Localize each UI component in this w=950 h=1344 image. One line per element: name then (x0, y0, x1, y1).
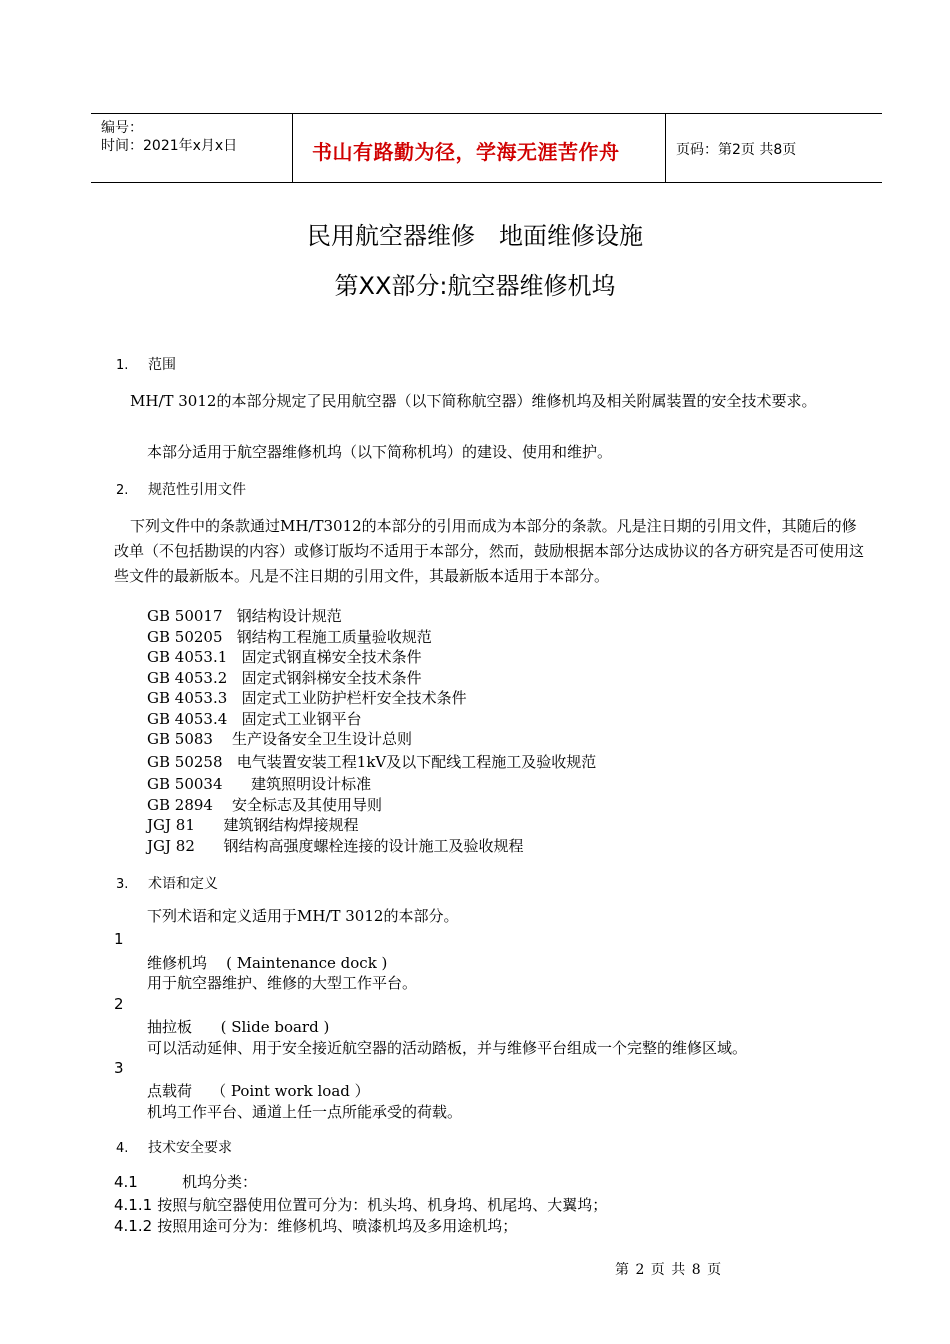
section-2-paragraph: 下列文件中的条款通过MH/T3012的本部分的引用而成为本部分的条款。凡是注日期的引用文件，其随后的修改单（不包括勘误的内容）或修订版均不适用于本部分，然而，鼓励根据本部分达成协议的各方研究是否可使用这些文件的最新版本。凡是不注日期的引用文件，其最新版本适用于本部分。 (114, 517, 865, 585)
doc-title-line2: 第XX部分:航空器维修机坞 (334, 272, 616, 300)
section-number: 2. (116, 483, 129, 498)
clause-number: 4.1 (114, 1173, 138, 1191)
term-name: 点载荷 （ Point work load ） (147, 1082, 370, 1100)
page-info: 页码：第2页 共8页 (676, 142, 797, 158)
term-number: 2 (114, 995, 124, 1013)
section-1-paragraph-2: 本部分适用于航空器维修机坞（以下简称机坞）的建设、使用和维护。 (147, 443, 613, 461)
reference-item: GB 2894 安全标志及其使用导则 (147, 795, 383, 814)
time-label: 时间：2021年x月x日 (101, 138, 238, 154)
clause-4-1-1 (114, 1194, 607, 1216)
reference-item: GB 5083 生产设备安全卫生设计总则 (147, 730, 413, 748)
reference-item: GB 4053.2 固定式钢斜梯安全技术条件 (147, 668, 422, 687)
header-divider (292, 114, 293, 182)
term-definition: 用于航空器维护、维修的大型工作平台。 (147, 974, 418, 992)
clause-number: 4.1.1 (114, 1196, 153, 1214)
term-number: 3 (114, 1059, 124, 1077)
term-number: 1 (114, 930, 124, 948)
term-definition: 可以活动延伸、用于安全接近航空器的活动踏板，并与维修平台组成一个完整的维修区域。 (147, 1039, 748, 1057)
section-1-heading (116, 354, 176, 374)
reference-item: GB 50017 钢结构设计规范 (147, 607, 342, 625)
reference-item: GB 4053.3 固定式工业防护栏杆安全技术条件 (147, 689, 467, 707)
reference-item: JGJ 81 建筑钢结构焊接规程 (147, 816, 359, 834)
reference-item: JGJ 82 钢结构高强度螺栓连接的设计施工及验收规程 (147, 836, 524, 855)
clause-text: 按照用途可分为：维修机坞、喷漆机坞及多用途机坞； (157, 1217, 518, 1235)
section-2-heading (116, 479, 246, 499)
section-1-paragraph: MH/T 3012的本部分规定了民用航空器（以下简称航空器）维修机坞及相关附属装置的安全技术要求。 (130, 392, 817, 410)
clause-4-1-2 (114, 1215, 517, 1237)
section-number: 4. (116, 1141, 129, 1156)
section-title: 规范性引用文件 (148, 482, 246, 498)
clause-number: 4.1.2 (114, 1217, 153, 1235)
term-name: 抽拉板 ( Slide board ) (147, 1018, 330, 1036)
section-title: 技术安全要求 (148, 1140, 232, 1156)
doc-title-line1: 民用航空器维修 地面维修设施 (307, 222, 643, 250)
section-title: 范围 (148, 357, 176, 373)
clause-text: 按照与航空器使用位置可分为：机头坞、机身坞、机尾坞、大翼坞； (157, 1196, 608, 1214)
reference-item: GB 50205 钢结构工程施工质量验收规范 (147, 627, 432, 646)
reference-list (147, 606, 596, 856)
motto: 书山有路勤为径，学海无涯苦作舟 (312, 140, 620, 164)
reference-item: GB 4053.4 固定式工业钢平台 (147, 709, 362, 728)
reference-item: GB 4053.1 固定式钢直梯安全技术条件 (147, 648, 422, 666)
clause-text: 机坞分类： (182, 1173, 258, 1191)
term-name: 维修机坞 ( Maintenance dock ) (147, 954, 388, 972)
reference-item: GB 50258 电气装置安装工程1kV及以下配线工程施工及验收规范 (147, 752, 597, 771)
section-number: 1. (116, 358, 129, 373)
clause-4-1 (114, 1171, 257, 1193)
section-title: 术语和定义 (148, 876, 218, 892)
serial-label: 编号： (101, 120, 143, 136)
reference-item: GB 50034 建筑照明设计标准 (147, 775, 372, 793)
section-3-intro: 下列术语和定义适用于MH/T 3012的本部分。 (147, 907, 459, 925)
section-number: 3. (116, 877, 129, 892)
header-divider (665, 114, 666, 182)
page-footer: 第 2 页 共 8 页 (615, 1262, 723, 1278)
section-3-heading (116, 873, 218, 893)
term-definition: 机坞工作平台、通道上任一点所能承受的荷载。 (147, 1103, 463, 1121)
section-4-heading (116, 1137, 232, 1157)
